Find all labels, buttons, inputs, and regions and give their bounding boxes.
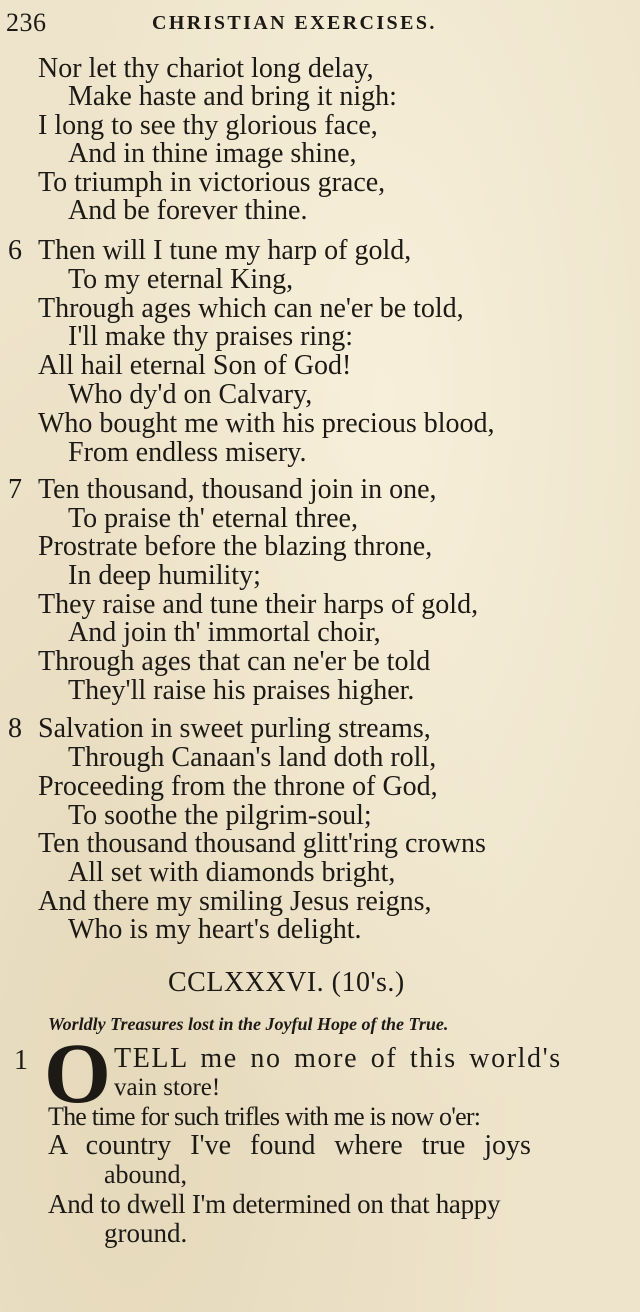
verse-line: Salvation in sweet purling streams, [38, 713, 431, 744]
verse-line: Ten thousand, thousand join in one, [38, 474, 437, 505]
verse-line: A country I've found where true joys [48, 1130, 531, 1161]
verse-line: I long to see thy glorious face, [38, 110, 378, 141]
verse-line: They'll raise his praises higher. [68, 675, 415, 706]
verse-line: Nor let thy chariot long delay, [38, 53, 374, 84]
verse-line: To triumph in victorious grace, [38, 167, 386, 198]
verse-line: vain store! [114, 1074, 221, 1101]
page-number: 236 [6, 8, 47, 37]
verse-line: Through Canaan's land doth roll, [68, 742, 437, 773]
verse-line: Through ages that can ne'er be told [38, 646, 431, 677]
verse-line: All hail eternal Son of God! [38, 350, 352, 381]
verse-line: To praise th' eternal three, [68, 503, 358, 534]
verse-line: Who is my heart's delight. [68, 914, 362, 945]
verse-line: To soothe the pilgrim-soul; [68, 800, 372, 831]
verse-line: Through ages which can ne'er be told, [38, 293, 464, 324]
verse-line: And in thine image shine, [68, 138, 357, 169]
verse-line: abound, [104, 1160, 188, 1189]
verse-line: In deep humility; [68, 560, 261, 591]
verse-line: And be forever thine. [68, 195, 308, 226]
verse-line: Make haste and bring it nigh: [68, 81, 397, 112]
verse-line: ground. [104, 1218, 188, 1248]
verse-line: From endless misery. [68, 437, 307, 468]
verse-line: To my eternal King, [68, 264, 294, 295]
verse-line: Proceeding from the throne of God, [38, 771, 438, 802]
page-header [6, 8, 626, 38]
verse-number: 6 [8, 235, 22, 266]
verse-number: 1 [14, 1045, 28, 1076]
verse-number: 8 [8, 713, 22, 744]
verse-line: The time for such trifles with me is now o'er: [48, 1102, 481, 1131]
verse-line: Then will I tune my harp of gold, [38, 235, 412, 266]
verse-line: Who dy'd on Calvary, [68, 379, 313, 410]
verse-line: They raise and tune their harps of gold, [38, 589, 479, 620]
verse-line: And there my smiling Jesus reigns, [38, 886, 432, 917]
hymn-subtitle: Worldly Treasures lost in the Joyful Hope of the True. [48, 1014, 449, 1034]
verse-line: Who bought me with his precious blood, [38, 408, 495, 439]
hymn-title: CCLXXXVI. (10's.) [168, 967, 405, 998]
verse-number: 7 [8, 474, 22, 505]
verse-line: And join th' immortal choir, [68, 617, 381, 648]
verse-line: And to dwell I'm determined on that happy [48, 1189, 501, 1219]
verse-line: Ten thousand thousand glitt'ring crowns [38, 828, 486, 859]
drop-cap: O [44, 1025, 111, 1121]
running-head: CHRISTIAN EXERCISES. [152, 12, 437, 34]
verse-line: All set with diamonds bright, [68, 857, 396, 888]
verse-line: TELL me no more of this world's [114, 1043, 562, 1074]
verse-line: I'll make thy praises ring: [68, 321, 353, 352]
verse-line: Prostrate before the blazing throne, [38, 531, 433, 562]
